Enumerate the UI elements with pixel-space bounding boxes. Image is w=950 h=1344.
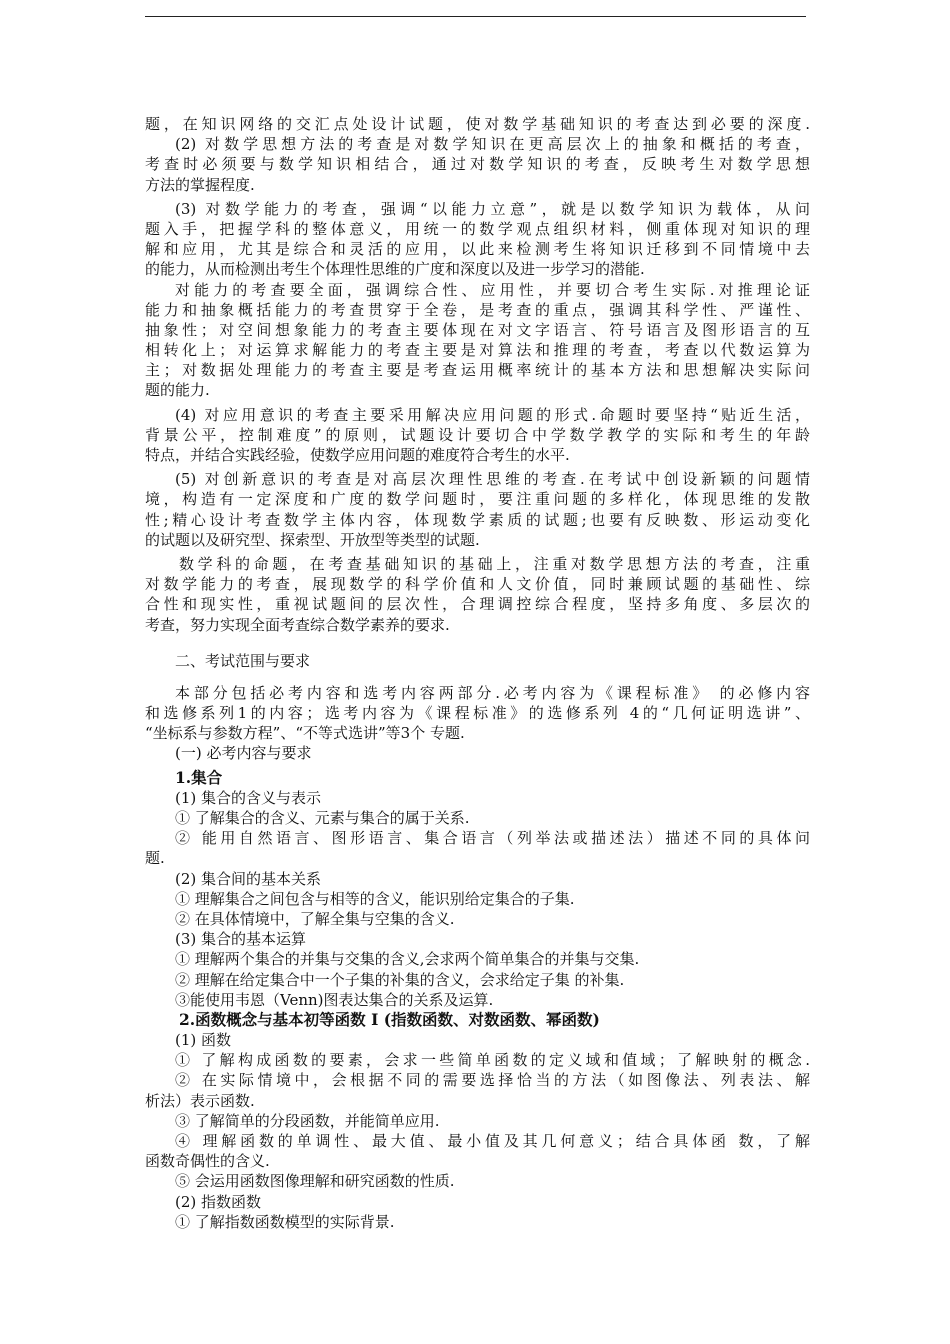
text-line: ② 在实际情境中，会根据不同的需要选择恰当的方法（如图像法、列表法、解 bbox=[175, 1071, 810, 1090]
text-line: 的试题以及研究型、探索型、开放型等类型的试题. bbox=[145, 530, 480, 549]
text-line: ① 了解构成函数的要素，会求一些简单函数的定义域和值域；了解映射的概念. bbox=[175, 1051, 810, 1070]
text-line: ① 理解集合之间包含与相等的含义，能识别给定集合的子集. bbox=[175, 889, 575, 908]
text-line: (1) 函数 bbox=[175, 1031, 232, 1050]
text-line: ③能使用韦恩（Venn)图表达集合的关系及运算. bbox=[175, 990, 494, 1009]
text-line: 析法）表示函数. bbox=[145, 1091, 255, 1110]
text-line: ② 能用自然语言、图形语言、集合语言（列举法或描述法）描述不同的具体问 bbox=[175, 829, 810, 848]
text-line: (2) 集合间的基本关系 bbox=[175, 869, 322, 888]
text-line: ⑤ 会运用函数图像理解和研究函数的性质. bbox=[175, 1172, 455, 1191]
text-line: 解和应用，尤其是综合和灵活的应用，以此来检测考生将知识迁移到不同情境中去 bbox=[145, 240, 810, 259]
text-line: 本部分包括必考内容和选考内容两部分.必考内容为《课程标准》 的必修内容 bbox=[175, 683, 810, 702]
text-line: 境，构造有一定深度和广度的数学问题时，要注重问题的多样化，体现思维的发散 bbox=[145, 490, 810, 509]
text-line: ① 了解集合的含义、元素与集合的属于关系. bbox=[175, 809, 470, 827]
text-line: 合性和现实性，重视试题间的层次性，合理调控综合程度，坚持多角度、多层次的 bbox=[145, 595, 810, 614]
text-line: 主；对数据处理能力的考查主要是考查运用概率统计的基本方法和思想解决实际问 bbox=[145, 361, 810, 380]
text-line: ① 理解两个集合的并集与交集的含义,会求两个简单集合的并集与交集. bbox=[175, 950, 640, 969]
text-line: ① 了解指数函数模型的实际背景. bbox=[175, 1212, 395, 1231]
text-line: 方法的掌握程度. bbox=[145, 175, 255, 194]
text-line: 特点，并结合实践经验，使数学应用问题的难度符合考生的水平. bbox=[145, 446, 570, 464]
text-line: 题，在知识网络的交汇点处设计试题，使对数学基础知识的考查达到必要的深度. bbox=[145, 115, 810, 133]
text-line: ③ 了解简单的分段函数，并能简单应用. bbox=[175, 1111, 440, 1130]
text-line: 背景公平，控制难度”的原则，试题设计要切合中学数学教学的实际和考生的年龄 bbox=[145, 425, 810, 444]
header-rule bbox=[145, 16, 806, 17]
text-line: ② 理解在给定集合中一个子集的补集的含义，会求给定子集 的补集. bbox=[175, 970, 625, 989]
section-heading: 二、考试范围与要求 bbox=[175, 651, 311, 670]
text-line: 对能力的考查要全面，强调综合性、应用性，并要切合考生实际.对推理论证 bbox=[175, 280, 810, 299]
text-line: 的能力，从而检测出考生个体理性思维的广度和深度以及进一步学习的潜能. bbox=[145, 260, 645, 279]
text-line: 相转化上；对运算求解能力的考查主要是对算法和推理的考查，考查以代数运算为 bbox=[145, 341, 810, 360]
text-line: “坐标系与参数方程”、“不等式选讲”等3个 专题. bbox=[145, 724, 465, 743]
text-line: 函数奇偶性的含义. bbox=[145, 1152, 270, 1171]
text-line: (3) 集合的基本运算 bbox=[175, 930, 307, 949]
text-line: (2) 指数函数 bbox=[175, 1192, 262, 1211]
text-line: 题的能力. bbox=[145, 381, 210, 400]
subsection-heading: (一) 必考内容与要求 bbox=[175, 744, 312, 763]
text-line: 考查，努力实现全面考查综合数学素养的要求. bbox=[145, 615, 450, 634]
topic-heading: 2.函数概念与基本初等函数 I (指数函数、对数函数、幂函数) bbox=[179, 1009, 600, 1029]
text-line: ④ 理解函数的单调性、最大值、最小值及其几何意义；结合具体函 数，了解 bbox=[175, 1132, 810, 1150]
text-line: (1) 集合的含义与表示 bbox=[175, 788, 322, 807]
text-line: 考查时必须要与数学知识相结合，通过对数学知识的考查，反映考生对数学思想 bbox=[145, 155, 810, 174]
text-line: 题入手，把握学科的整体意义，用统一的数学观点组织材料，侧重体现对知识的理 bbox=[145, 219, 810, 238]
text-line: 数学科的命题，在考查基础知识的基础上，注重对数学思想方法的考查，注重 bbox=[179, 554, 810, 573]
topic-heading: 1.集合 bbox=[175, 767, 223, 787]
text-line: (4) 对应用意识的考查主要采用解决应用问题的形式.命题时要坚持“贴近生活， bbox=[175, 405, 810, 424]
text-line: 抽象性；对空间想象能力的考查主要体现在对文字语言、符号语言及图形语言的互 bbox=[145, 320, 810, 339]
text-line: 对数学能力的考查，展现数学的科学价值和人文价值，同时兼顾试题的基础性、综 bbox=[145, 575, 810, 594]
text-line: ② 在具体情境中，了解全集与空集的含义. bbox=[175, 909, 455, 928]
text-line: (5) 对创新意识的考查是对高层次理性思维的考查.在考试中创设新颖的问题情 bbox=[175, 470, 810, 489]
text-line: 题. bbox=[145, 849, 165, 868]
document-body bbox=[145, 114, 810, 1232]
text-line: (2) 对数学思想方法的考查是对数学知识在更高层次上的抽象和概括的考查， bbox=[175, 135, 810, 154]
text-line: (3) 对数学能力的考查，强调“以能力立意”，就是以数学知识为载体，从问 bbox=[175, 199, 810, 218]
text-line: 性;精心设计考查数学主体内容，体现数学素质的试题;也要有反映数、形运动变化 bbox=[145, 510, 810, 529]
text-line: 能力和抽象概括能力的考查贯穿于全卷，是考查的重点，强调其科学性、严谨性、 bbox=[145, 300, 810, 319]
text-line: 和选修系列1的内容；选考内容为《课程标准》的选修系列 4的“几何证明选讲”、 bbox=[145, 704, 810, 723]
